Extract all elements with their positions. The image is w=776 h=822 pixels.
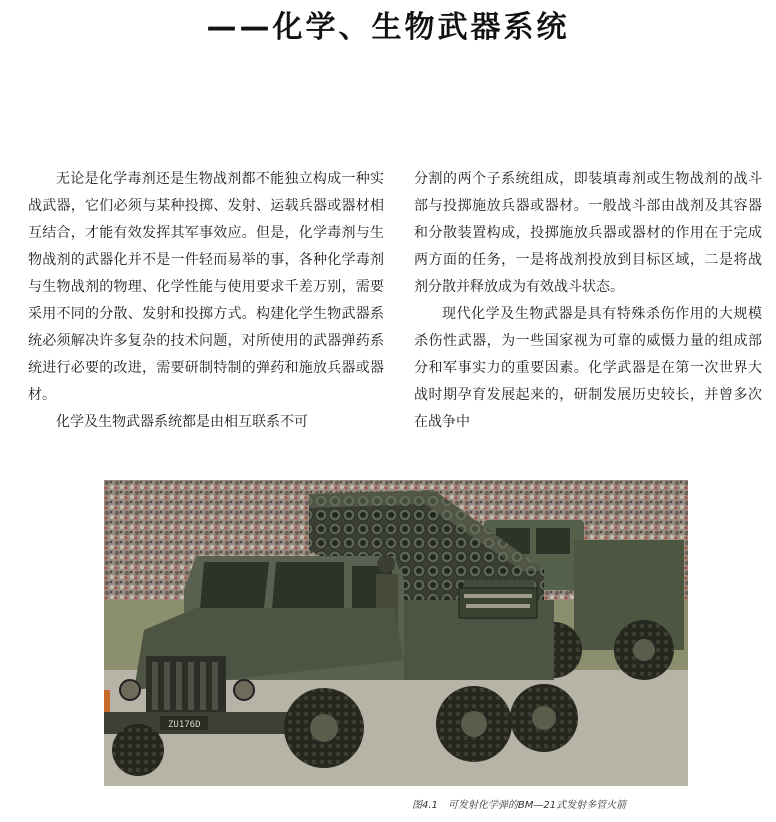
figure-caption: 图4.1 可发射化学弹的BM—21式发射多管火箭 — [412, 800, 627, 811]
photo-illustration — [104, 480, 688, 786]
right-text-column — [414, 166, 762, 436]
left-text-column — [28, 166, 384, 436]
page-title: ——化学、生物武器系统 — [206, 10, 570, 45]
paragraph: 分割的两个子系统组成，即装填毒剂或生物战剂的战斗部与投掷施放兵器或器材。一般战斗部由战剂及其容器和分散装置构成，投掷施放兵器或器材的作用在于完成两方面的任务，一是将战剂投放到目标区域，二是将战剂分散并释放成为有效战斗状态。 — [414, 171, 762, 295]
paragraph: 化学及生物武器系统都是由相互联系不可 — [56, 414, 308, 430]
paragraph: 现代化学及生物武器是具有特殊杀伤作用的大规模杀伤性武器，为一些国家视为可靠的威慑力量的组成部分和军事实力的重要因素。化学武器是在第一次世界大战时期孕育发展起来的，研制发展历史较长，并曾多次在战争中 — [414, 306, 762, 430]
rocket-launcher-photo — [104, 480, 688, 786]
license-plate: ZU176D — [168, 720, 201, 730]
paragraph: 无论是化学毒剂还是生物战剂都不能独立构成一种实战武器，它们必须与某种投掷、发射、运载兵器或器材相互结合，才能有效发挥其军事效应。但是，化学毒剂与生物战剂的武器化并不是一件轻而易举的事，各种化学毒剂与生物战剂的物理、化学性能与使用要求千差万别，需要采用不同的分散、发射和投掷方式。构建化学生物武器系统必须解决许多复杂的技术问题，对所使用的武器弹药系统进行必要的改进，需要研制特制的弹药和施放兵器或器材。 — [28, 171, 384, 403]
